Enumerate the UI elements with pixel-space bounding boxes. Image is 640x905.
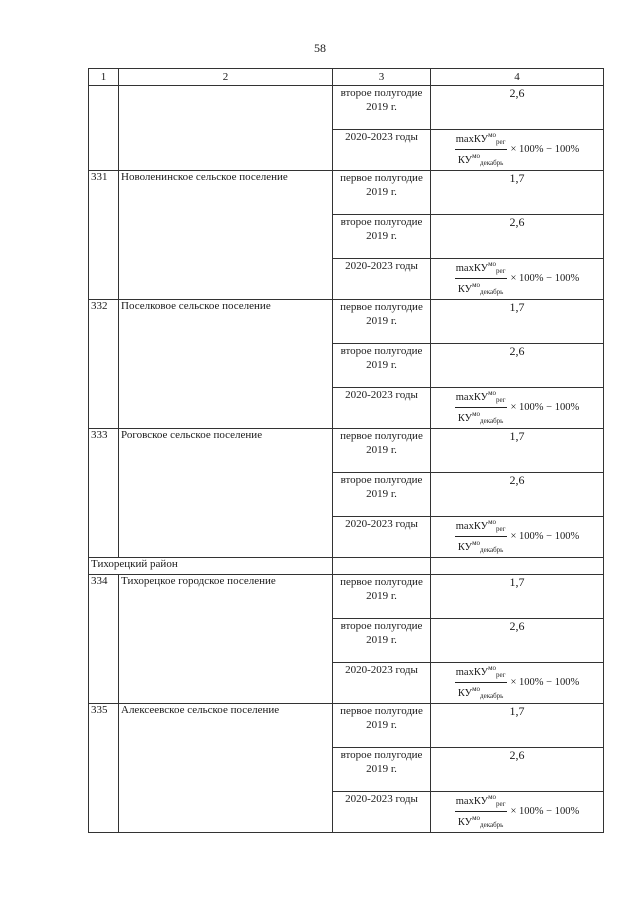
- formula-cell: [431, 259, 604, 300]
- formula-denominator-base: КУ: [457, 413, 473, 424]
- index-value: 2,6: [431, 619, 604, 663]
- formula-numerator-sub: рег: [496, 267, 506, 275]
- formula-numerator-sup: мо: [488, 389, 497, 397]
- formula-cell: [431, 388, 604, 429]
- header-cell-4: 4: [431, 69, 604, 86]
- period-first-half: первое полугодие 2019 г.: [333, 300, 431, 344]
- section-cell: [431, 558, 604, 575]
- header-cell-3: 3: [333, 69, 431, 86]
- formula-denominator-sub: декабрь: [480, 692, 504, 700]
- formula-denominator-sub: декабрь: [480, 546, 504, 554]
- index-formula: [455, 517, 579, 556]
- formula-rest: × 100% − 100%: [510, 402, 580, 413]
- formula-denominator-sub: декабрь: [480, 288, 504, 296]
- formula-denominator-base: КУ: [457, 817, 473, 828]
- formula-denominator-sup: мо: [472, 281, 481, 289]
- row-number: [89, 86, 119, 171]
- header-row: [89, 69, 604, 86]
- formula-denominator: [458, 537, 504, 556]
- settlement-name: Роговское сельское поселение: [119, 429, 333, 558]
- formula-rest: × 100% − 100%: [510, 531, 580, 542]
- settlement-name: Поселковое сельское поселение: [119, 300, 333, 429]
- period-second-half: второе полугодие 2019 г.: [333, 748, 431, 792]
- period-first-half: первое полугодие 2019 г.: [333, 171, 431, 215]
- formula-denominator: [458, 279, 504, 298]
- row-number: 332: [89, 300, 119, 429]
- formula-denominator-sub: декабрь: [480, 821, 504, 829]
- row-number: 331: [89, 171, 119, 300]
- formula-denominator-sub: декабрь: [480, 417, 504, 425]
- period-second-half: второе полугодие 2019 г.: [333, 619, 431, 663]
- formula-numerator: [455, 388, 507, 408]
- entry-row: [89, 429, 604, 473]
- index-value: 1,7: [431, 171, 604, 215]
- formula-numerator-sup: мо: [488, 260, 497, 268]
- period-years: 2020-2023 годы: [333, 388, 431, 429]
- period-first-half: первое полугодие 2019 г.: [333, 704, 431, 748]
- formula-numerator-sub: рег: [496, 396, 506, 404]
- index-formula: [455, 792, 579, 831]
- index-value: 2,6: [431, 215, 604, 259]
- formula-numerator-sub: рег: [496, 525, 506, 533]
- district-name: Тихорецкий район: [89, 558, 333, 575]
- formula-rest: × 100% − 100%: [510, 144, 580, 155]
- formula-cell: [431, 663, 604, 704]
- formula-numerator: [455, 792, 507, 812]
- index-value: 2,6: [431, 344, 604, 388]
- entry-row: [89, 704, 604, 748]
- formula-rest: × 100% − 100%: [510, 806, 580, 817]
- formula-denominator: [458, 408, 504, 427]
- formula-fraction: [455, 130, 507, 169]
- formula-numerator-sub: рег: [496, 800, 506, 808]
- row-number: 334: [89, 575, 119, 704]
- index-value: 2,6: [431, 86, 604, 130]
- period-years: 2020-2023 годы: [333, 517, 431, 558]
- formula-denominator-base: КУ: [457, 284, 473, 295]
- index-value: 1,7: [431, 575, 604, 619]
- period-second-half: второе полугодие 2019 г.: [333, 473, 431, 517]
- formula-fraction: [455, 388, 507, 427]
- period-years: 2020-2023 годы: [333, 663, 431, 704]
- page-number: 58: [314, 41, 326, 55]
- index-value: 1,7: [431, 300, 604, 344]
- continuation-row: [89, 86, 604, 130]
- settlement-name: [119, 86, 333, 171]
- formula-denominator-sup: мо: [472, 410, 481, 418]
- formula-denominator-sup: мо: [472, 152, 481, 160]
- formula-numerator: [455, 259, 507, 279]
- section-row: [89, 558, 604, 575]
- settlement-name: Тихорецкое городское поселение: [119, 575, 333, 704]
- index-value: 1,7: [431, 704, 604, 748]
- period-second-half: второе полугодие 2019 г.: [333, 215, 431, 259]
- period-second-half: второе полугодие 2019 г.: [333, 344, 431, 388]
- formula-fraction: [455, 663, 507, 702]
- formula-numerator-base: maxКУ: [455, 392, 489, 403]
- formula-numerator: [455, 663, 507, 683]
- formula-numerator: [455, 130, 507, 150]
- formula-denominator-sup: мо: [472, 685, 481, 693]
- index-formula: [455, 130, 579, 169]
- formula-rest: × 100% − 100%: [510, 273, 580, 284]
- formula-cell: [431, 792, 604, 833]
- row-number: 335: [89, 704, 119, 833]
- index-value: 1,7: [431, 429, 604, 473]
- formula-numerator: [455, 517, 507, 537]
- formula-numerator-sup: мо: [488, 793, 497, 801]
- entry-row: [89, 300, 604, 344]
- formula-denominator: [458, 812, 504, 831]
- tariff-table: [88, 68, 604, 833]
- settlement-name: Новоленинское сельское поселение: [119, 171, 333, 300]
- formula-numerator-base: maxКУ: [455, 134, 489, 145]
- formula-denominator-sub: декабрь: [480, 159, 504, 167]
- formula-numerator-sub: рег: [496, 138, 506, 146]
- formula-denominator: [458, 683, 504, 702]
- formula-fraction: [455, 259, 507, 298]
- index-formula: [455, 663, 579, 702]
- row-number: 333: [89, 429, 119, 558]
- settlement-name: Алексеевское сельское поселение: [119, 704, 333, 833]
- formula-denominator: [458, 150, 504, 169]
- entry-row: [89, 171, 604, 215]
- formula-numerator-base: maxКУ: [455, 263, 489, 274]
- formula-fraction: [455, 792, 507, 831]
- index-value: 2,6: [431, 748, 604, 792]
- formula-cell: [431, 517, 604, 558]
- index-formula: [455, 259, 579, 298]
- entry-row: [89, 575, 604, 619]
- formula-numerator-base: maxКУ: [455, 796, 489, 807]
- period-first-half: первое полугодие 2019 г.: [333, 429, 431, 473]
- header-cell-2: 2: [119, 69, 333, 86]
- period-years: 2020-2023 годы: [333, 792, 431, 833]
- formula-numerator-base: maxКУ: [455, 667, 489, 678]
- formula-numerator-sup: мо: [488, 518, 497, 526]
- formula-denominator-sup: мо: [472, 539, 481, 547]
- formula-fraction: [455, 517, 507, 556]
- formula-rest: × 100% − 100%: [510, 677, 580, 688]
- section-cell: [333, 558, 431, 575]
- formula-denominator-base: КУ: [457, 688, 473, 699]
- period-years: 2020-2023 годы: [333, 259, 431, 300]
- formula-numerator-sup: мо: [488, 664, 497, 672]
- formula-numerator-sup: мо: [488, 131, 497, 139]
- formula-denominator-base: КУ: [457, 155, 473, 166]
- period-years: 2020-2023 годы: [333, 130, 431, 171]
- period-first-half: первое полугодие 2019 г.: [333, 575, 431, 619]
- formula-numerator-base: maxКУ: [455, 521, 489, 532]
- formula-denominator-sup: мо: [472, 814, 481, 822]
- index-formula: [455, 388, 579, 427]
- formula-denominator-base: КУ: [457, 542, 473, 553]
- header-cell-1: 1: [89, 69, 119, 86]
- period-second-half: второе полугодие 2019 г.: [333, 86, 431, 130]
- formula-numerator-sub: рег: [496, 671, 506, 679]
- index-value: 2,6: [431, 473, 604, 517]
- formula-cell: [431, 130, 604, 171]
